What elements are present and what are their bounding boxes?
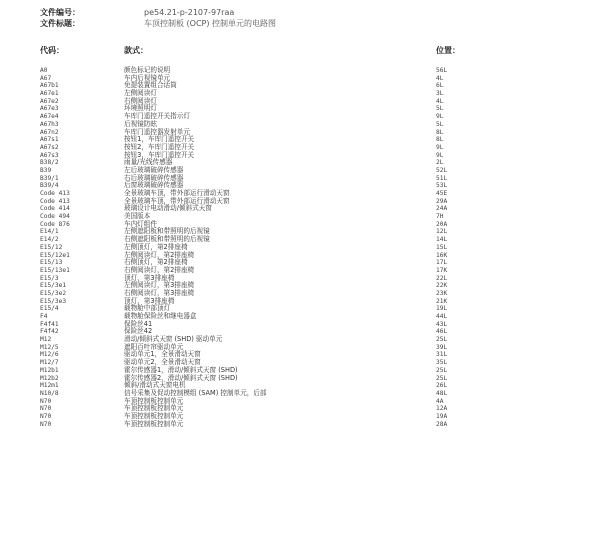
component-code: N70 xyxy=(40,405,52,413)
list-item xyxy=(0,82,600,90)
list-item xyxy=(0,398,600,406)
list-item xyxy=(0,167,600,175)
component-code: M12/5 xyxy=(40,343,59,351)
component-code: A0 xyxy=(40,67,48,74)
list-item xyxy=(0,298,600,306)
list-item xyxy=(0,305,600,313)
component-code: E15/4 xyxy=(40,305,59,313)
component-description: 车顶控制板控制单元 xyxy=(124,419,184,428)
component-description: 倾斜/滑动式天窗电机 xyxy=(124,381,186,390)
component-description: 免提装置组合话筒 xyxy=(124,81,177,90)
component-position: 52L xyxy=(436,166,448,174)
list-item xyxy=(0,390,600,398)
component-code: F4f41 xyxy=(40,320,59,328)
component-position: 14L xyxy=(436,236,448,244)
component-position: 9L xyxy=(436,143,444,151)
list-item xyxy=(0,344,600,352)
component-position: 3L xyxy=(436,90,444,98)
component-code: M12b2 xyxy=(40,374,59,382)
component-position: 39L xyxy=(436,343,448,351)
list-item xyxy=(0,336,600,344)
component-position: 45E xyxy=(436,190,448,197)
component-description: 左侧阅读灯，第3排座椅 xyxy=(124,281,195,290)
list-item xyxy=(0,382,600,390)
description-column-header: 款式： xyxy=(124,46,148,55)
component-code: E14/1 xyxy=(40,228,59,236)
list-item xyxy=(0,190,600,198)
component-code: A67e3 xyxy=(40,105,59,113)
document-title-value: 车顶控制板 (OCP) 控制单元的电路图 xyxy=(144,19,277,28)
component-position: 7H xyxy=(436,213,444,221)
component-code: Code 494 xyxy=(40,213,70,221)
list-item xyxy=(0,375,600,383)
component-description: 驱动单元2，全景滑动天窗 xyxy=(124,358,201,367)
component-description: 遮阳百叶帘驱动单元 xyxy=(124,342,184,351)
component-code: M12b1 xyxy=(40,366,59,374)
component-description: 左侧阅读灯，第2排座椅 xyxy=(124,250,195,259)
document-number-value: pe54.21-p-2107-97raa xyxy=(144,8,235,17)
component-description: 全景玻璃车顶，带外部运行滑动天窗 xyxy=(124,189,230,197)
list-item xyxy=(0,105,600,113)
component-position: 43L xyxy=(436,320,448,328)
list-item xyxy=(0,367,600,375)
component-description: 按钮2，车库门遥控开关 xyxy=(124,142,195,151)
component-position: 28A xyxy=(436,420,448,428)
component-code: A67e2 xyxy=(40,97,59,105)
component-description: 颜色标记的说明 xyxy=(124,66,171,74)
component-code: E15/3e2 xyxy=(40,289,67,297)
component-description: 载物舱保险丝和继电器盒 xyxy=(124,312,197,320)
component-description: 右侧阅读灯 xyxy=(124,96,157,105)
component-code: F4 xyxy=(40,313,48,320)
component-position: 25L xyxy=(436,366,448,374)
list-item xyxy=(0,90,600,98)
component-code: A67s1 xyxy=(40,136,59,144)
component-code: Code 876 xyxy=(40,220,70,228)
component-position: 12A xyxy=(436,405,448,413)
component-code: N70 xyxy=(40,397,52,405)
list-item xyxy=(0,252,600,260)
component-code: E15/12e1 xyxy=(40,251,70,259)
document-number-label: 文件编号： xyxy=(40,8,80,17)
component-code: A67n2 xyxy=(40,128,59,136)
list-item xyxy=(0,236,600,244)
list-item xyxy=(0,213,600,221)
component-position: 23K xyxy=(436,289,448,297)
component-code: M12/7 xyxy=(40,359,59,367)
list-item xyxy=(0,321,600,329)
component-code: A67h3 xyxy=(40,120,59,128)
component-description: 车库门遥控器发射单元 xyxy=(124,127,190,136)
component-code: N10/8 xyxy=(40,389,59,397)
component-position: 51L xyxy=(436,174,448,182)
component-position: 4L xyxy=(436,74,444,82)
component-code: N70 xyxy=(40,412,52,420)
component-position: 4L xyxy=(436,97,444,105)
list-item xyxy=(0,67,600,75)
list-item xyxy=(0,421,600,429)
list-item xyxy=(0,98,600,106)
list-item xyxy=(0,359,600,367)
component-list xyxy=(0,67,600,428)
list-item xyxy=(0,405,600,413)
list-item xyxy=(0,221,600,229)
component-position: 5L xyxy=(436,120,444,128)
component-code: A67b1 xyxy=(40,82,59,90)
code-column-header: 代码： xyxy=(40,46,64,55)
component-code: A67e4 xyxy=(40,113,59,121)
component-position: 22K xyxy=(436,282,448,290)
component-description: 顶灯，第3排座椅 xyxy=(124,273,175,282)
component-description: 后视镜防眩 xyxy=(124,119,157,128)
component-code: E15/13e1 xyxy=(40,266,70,274)
component-code: N70 xyxy=(40,420,52,428)
component-position: 21K xyxy=(436,297,448,305)
component-code: B39 xyxy=(40,166,52,174)
component-code: Code 414 xyxy=(40,205,70,213)
component-position: 29A xyxy=(436,197,448,205)
component-position: 5L xyxy=(436,105,444,113)
component-description: 美国版本 xyxy=(124,212,151,221)
component-code: F4f42 xyxy=(40,328,59,336)
component-position: 53L xyxy=(436,182,448,190)
component-description: 车顶控制板控制单元 xyxy=(124,396,184,405)
component-code: Code 413 xyxy=(40,197,70,205)
component-description: 按钮3，车库门遥控开关 xyxy=(124,150,195,159)
component-description: 车库门遥控开关指示灯 xyxy=(124,112,190,121)
component-description: 车内灯组件 xyxy=(124,219,157,228)
component-code: E15/3 xyxy=(40,274,59,282)
list-item xyxy=(0,113,600,121)
component-position: 19A xyxy=(436,412,448,420)
list-item xyxy=(0,182,600,190)
component-description: 霍尔传感器1，滑动/倾斜式天窗 (SHD) xyxy=(124,365,238,374)
component-code: B39/4 xyxy=(40,182,59,190)
component-code: B38/2 xyxy=(40,159,59,167)
component-description: 保险丝42 xyxy=(124,327,153,336)
component-description: 右侧遮阳板和带照明的后视镜 xyxy=(124,235,210,244)
component-position: 8L xyxy=(436,128,444,136)
component-code: E15/12 xyxy=(40,243,63,251)
component-description: 左后玻璃破碎传感器 xyxy=(124,165,184,174)
component-position: 25L xyxy=(436,336,448,344)
list-item xyxy=(0,121,600,129)
component-code: E14/2 xyxy=(40,236,59,244)
component-description: 右侧顶灯，第2排座椅 xyxy=(124,258,188,267)
list-item xyxy=(0,244,600,252)
component-code: Code 413 xyxy=(40,190,70,197)
list-item xyxy=(0,328,600,336)
component-position: 56L xyxy=(436,67,448,74)
component-code: M12/6 xyxy=(40,351,59,359)
component-description: 车顶控制板控制单元 xyxy=(124,411,184,420)
component-description: 左侧顶灯，第2排座椅 xyxy=(124,242,188,251)
list-item xyxy=(0,198,600,206)
component-description: 滑动/倾斜式天窗 (SHD) 驱动单元 xyxy=(124,335,223,344)
component-description: 环境照明灯 xyxy=(124,104,157,113)
component-position: 48L xyxy=(436,389,448,397)
component-description: 左侧阅读灯 xyxy=(124,89,157,98)
component-position: 46L xyxy=(436,328,448,336)
list-item xyxy=(0,75,600,83)
component-description: 后窗玻璃破碎传感器 xyxy=(124,181,184,190)
component-position: 25L xyxy=(436,374,448,382)
document-title-line xyxy=(40,19,276,29)
component-position: 17K xyxy=(436,266,448,274)
list-item xyxy=(0,413,600,421)
position-column-header: 位置： xyxy=(436,46,460,55)
component-position: 16K xyxy=(436,251,448,259)
component-code: E15/13 xyxy=(40,259,63,267)
component-code: E15/3e1 xyxy=(40,282,67,290)
component-position: 19L xyxy=(436,305,448,313)
document-title-label: 文件标题： xyxy=(40,19,80,28)
component-position: 2L xyxy=(436,159,444,167)
list-item xyxy=(0,136,600,144)
component-position: 12L xyxy=(436,228,448,236)
component-position: 17L xyxy=(436,259,448,267)
component-position: 35L xyxy=(436,359,448,367)
component-description: 右侧阅读灯，第3排座椅 xyxy=(124,288,195,297)
component-position: 4A xyxy=(436,397,444,405)
component-position: 22L xyxy=(436,274,448,282)
component-code: E15/3e3 xyxy=(40,297,67,305)
component-position: 31L xyxy=(436,351,448,359)
component-description: 右后玻璃破碎传感器 xyxy=(124,173,184,182)
component-description: 玻璃设计电动滑动/倾斜式天窗 xyxy=(124,204,212,213)
component-code: M12 xyxy=(40,336,52,344)
list-item xyxy=(0,159,600,167)
component-description: 全景玻璃车顶，带外部运行滑动天窗 xyxy=(124,196,230,205)
component-code: A67s2 xyxy=(40,143,59,151)
component-position: 9L xyxy=(436,113,444,121)
component-description: 顶灯，第3排座椅 xyxy=(124,296,175,305)
component-description: 按钮1，车库门遥控开关 xyxy=(124,135,195,144)
list-item xyxy=(0,290,600,298)
list-item xyxy=(0,282,600,290)
component-description: 霍尔传感器2，滑动/倾斜式天窗 (SHD) xyxy=(124,373,238,382)
list-item xyxy=(0,351,600,359)
component-description: 载物舱中部顶灯 xyxy=(124,304,171,313)
component-code: B39/1 xyxy=(40,174,59,182)
component-description: 右侧阅读灯，第2排座椅 xyxy=(124,265,195,274)
component-position: 26L xyxy=(436,382,448,390)
component-description: 车内后视镜单元 xyxy=(124,73,171,82)
component-code: A67s3 xyxy=(40,151,59,159)
document-number-line xyxy=(40,8,234,18)
component-description: 车顶控制板控制单元 xyxy=(124,404,184,413)
list-item xyxy=(0,152,600,160)
component-code: A67e1 xyxy=(40,90,59,98)
component-position: 24A xyxy=(436,205,448,213)
component-position: 9L xyxy=(436,151,444,159)
list-item xyxy=(0,267,600,275)
component-position: 6L xyxy=(436,82,444,90)
list-item xyxy=(0,275,600,283)
component-position: 8L xyxy=(436,136,444,144)
list-item xyxy=(0,205,600,213)
component-position: 44L xyxy=(436,313,448,320)
list-item xyxy=(0,175,600,183)
component-code: A67 xyxy=(40,74,52,82)
component-position: 20A xyxy=(436,220,448,228)
component-description: 左侧遮阳板和带照明的后视镜 xyxy=(124,227,210,236)
component-description: 保险丝41 xyxy=(124,319,153,328)
list-item xyxy=(0,228,600,236)
list-item xyxy=(0,259,600,267)
component-position: 15L xyxy=(436,243,448,251)
list-item xyxy=(0,313,600,321)
component-code: M12m1 xyxy=(40,382,59,390)
list-item xyxy=(0,129,600,137)
component-description: 驱动单元1，全景滑动天窗 xyxy=(124,350,201,359)
component-description: 雨量/光线传感器 xyxy=(124,158,173,167)
component-description: 信号采集及促动控制模组 (SAM) 控制单元，后部 xyxy=(124,388,267,397)
list-item xyxy=(0,144,600,152)
